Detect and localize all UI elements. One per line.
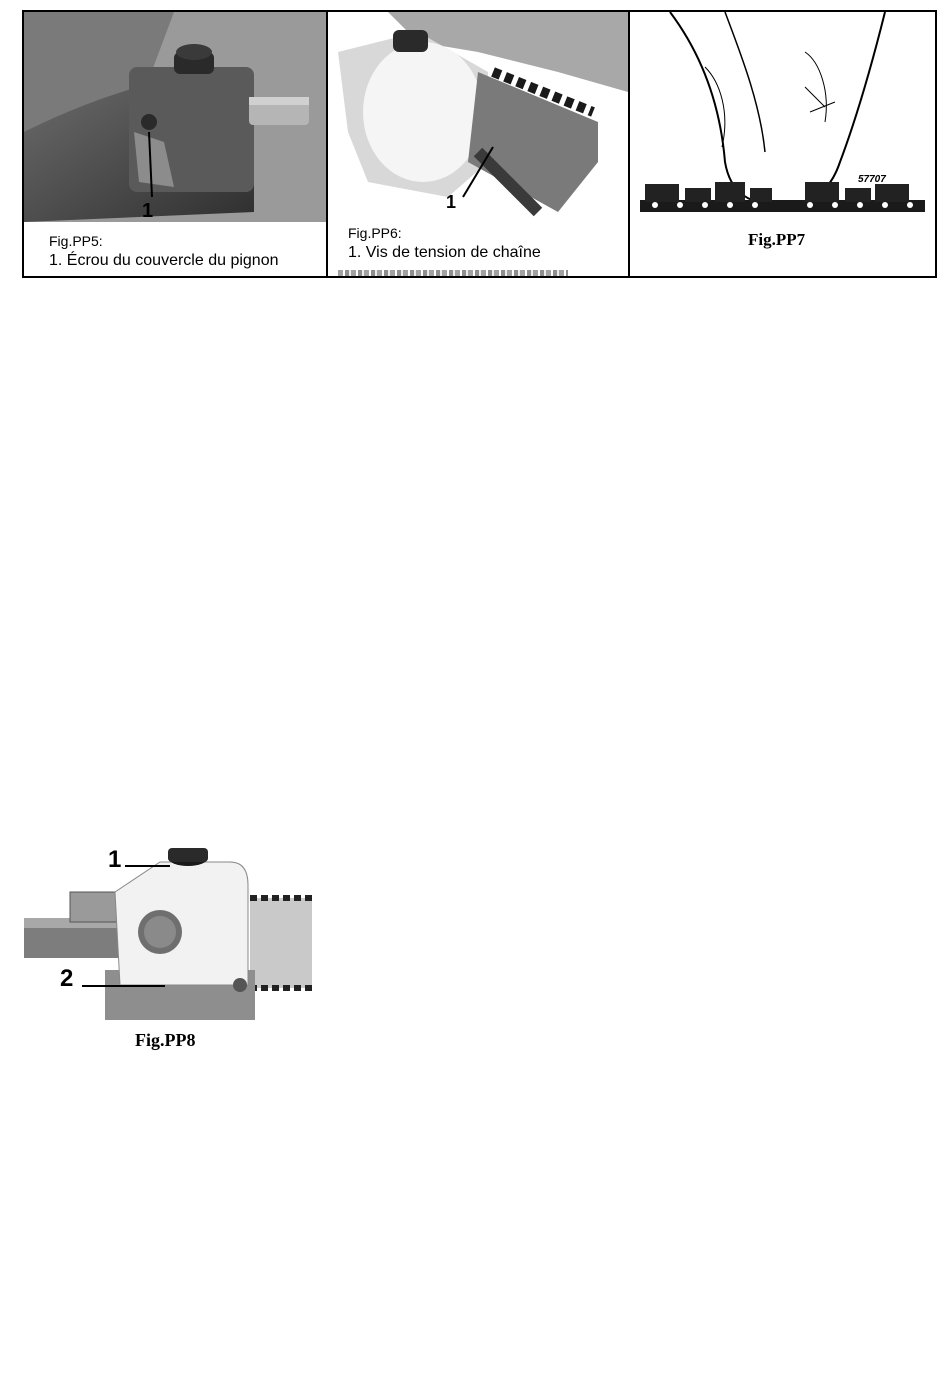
- pp8-callout-2: 2: [60, 965, 74, 992]
- figure-pp8: [20, 840, 320, 1070]
- pp5-caption-title: Fig.PP5:: [49, 233, 103, 249]
- pp6-caption-item-1: 1. Vis de tension de chaîne: [348, 244, 541, 261]
- pp5-caption-item-1: 1. Écrou du couvercle du pignon: [49, 252, 279, 269]
- pp6-caption-title: Fig.PP6:: [348, 225, 402, 241]
- pp6-caption: [348, 225, 541, 262]
- pp8-caption-title: Fig.PP8: [135, 1030, 196, 1050]
- pp6-smudged-text: [338, 270, 568, 276]
- figure-pp6: [328, 12, 630, 276]
- pp8-callout-1: 1: [108, 846, 122, 873]
- figure-strip: [22, 10, 937, 278]
- pp7-part-number: 57707: [858, 174, 886, 185]
- pp5-callout-1: 1: [142, 200, 154, 222]
- figure-pp7: [630, 12, 935, 276]
- pp5-caption: [49, 233, 278, 270]
- pp6-callout-1: 1: [446, 192, 457, 212]
- figure-pp5: [24, 12, 328, 276]
- pp7-caption-title: Fig.PP7: [748, 230, 806, 249]
